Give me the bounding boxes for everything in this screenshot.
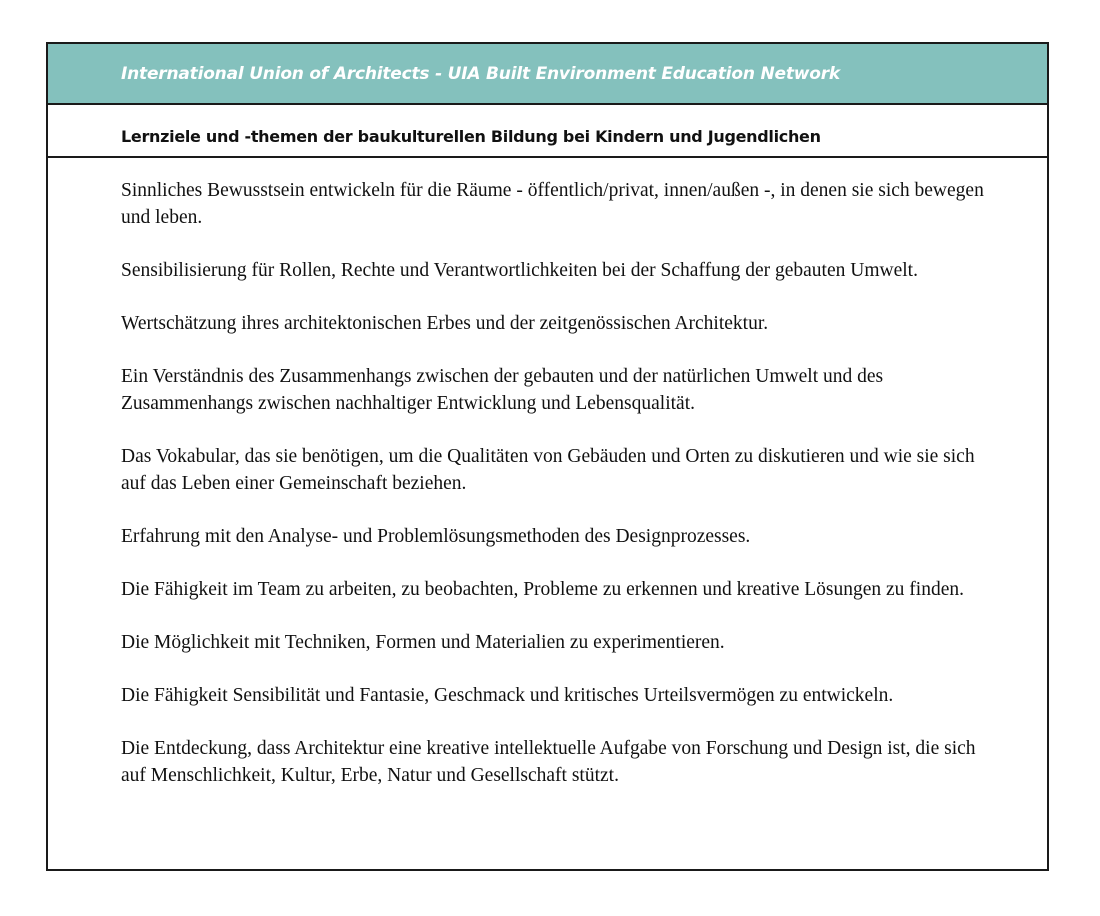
objectives-list: [121, 177, 1001, 789]
objective-item: Wertschätzung ihres architektonischen Erbes und der zeitgenössischen Architektur.: [121, 313, 769, 334]
objective-item: Erfahrung mit den Analyse- und Problemlösungsmethoden des Designprozesses.: [121, 526, 751, 547]
objective-item: Die Fähigkeit im Team zu arbeiten, zu beobachten, Probleme zu erkennen und kreative Lösungen zu finden.: [121, 579, 964, 600]
header-band: [48, 44, 1047, 105]
objective-item: Das Vokabular, das sie benötigen, um die Qualitäten von Gebäuden und Orten zu diskutieren und wie sie sich auf das Leben einer Gemeinschaft beziehen.: [121, 446, 975, 494]
objective-item: Die Fähigkeit Sensibilität und Fantasie, Geschmack und kritisches Urteilsvermögen zu entwickeln.: [121, 685, 894, 706]
subheader-band: [48, 105, 1047, 158]
objective-item: Die Entdeckung, dass Architektur eine kreative intellektuelle Aufgabe von Forschung und Design ist, die sich auf Menschlichkeit, Kultur, Erbe, Natur und Gesellschaft stützt.: [121, 738, 976, 786]
objective-item: Sinnliches Bewusstsein entwickeln für die Räume - öffentlich/privat, innen/außen -, in denen sie sich bewegen und leben.: [121, 180, 984, 228]
objective-item: Die Möglichkeit mit Techniken, Formen und Materialien zu experimentieren.: [121, 632, 725, 653]
document-frame: [46, 42, 1049, 871]
organization-title: International Union of Architects - UIA Built Environment Education Network: [121, 64, 841, 84]
section-title: Lernziele und -themen der baukulturellen Bildung bei Kindern und Jugendlichen: [121, 127, 821, 146]
objective-item: Sensibilisierung für Rollen, Rechte und Verantwortlichkeiten bei der Schaffung der gebauten Umwelt.: [121, 260, 918, 281]
objective-item: Ein Verständnis des Zusammenhangs zwischen der gebauten und der natürlichen Umwelt und des Zusammenhangs zwischen nachhaltiger Entwicklung und Lebensqualität.: [121, 366, 884, 414]
